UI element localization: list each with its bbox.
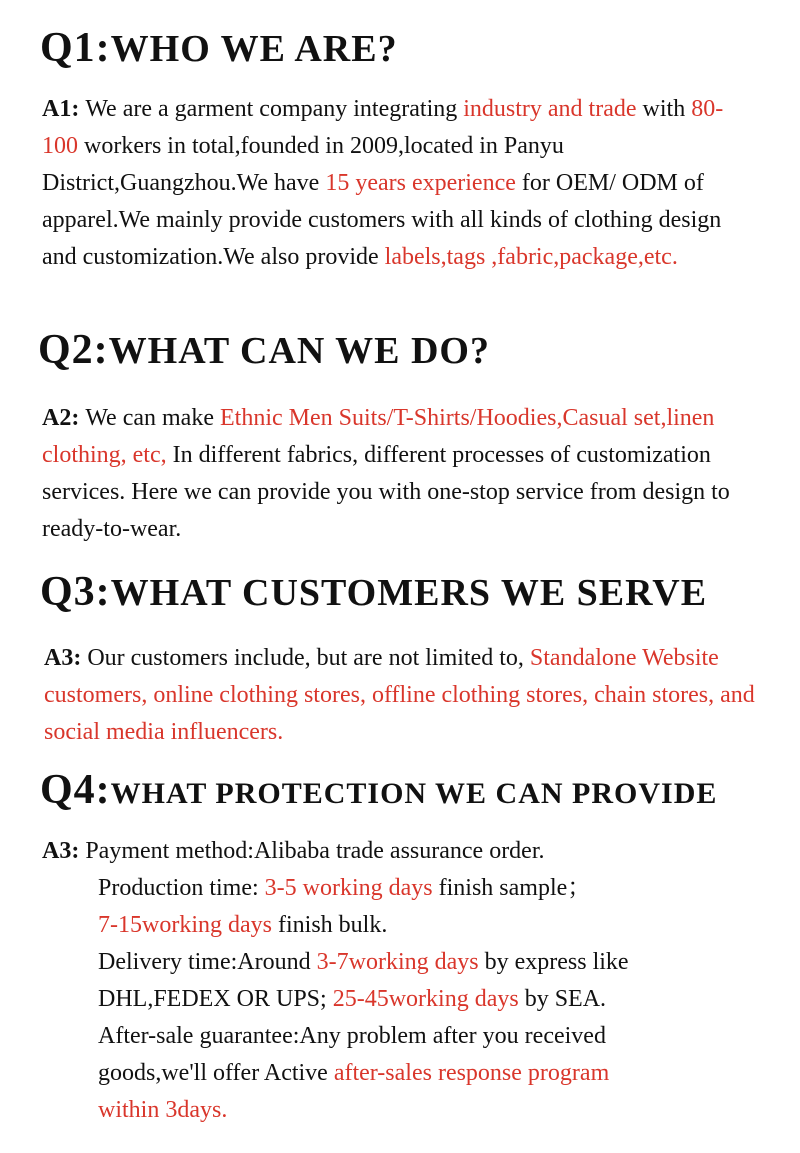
a4-text: by express like	[478, 949, 629, 975]
a2-label: A2:	[42, 405, 80, 431]
a4-text: by SEA.	[518, 986, 607, 1012]
a4-text: DHL,FEDEX OR UPS;	[98, 986, 333, 1012]
a3-text: Our customers include, but are not limited to,	[87, 645, 530, 671]
a1-label: A1:	[42, 96, 80, 122]
q1-heading	[40, 24, 398, 72]
a4-text: Production time:	[98, 875, 265, 901]
a2-highlight: Ethnic Men Suits/T-Shirts/Hoodies,Casual set,linen clothing, etc,	[42, 405, 715, 468]
a1-highlight: labels,tags ,fabric,package,etc.	[384, 244, 678, 270]
q4-title: WHAT PROTECTION WE CAN PROVIDE	[110, 777, 718, 810]
a1-text: with	[636, 96, 692, 122]
q3-number: Q3:	[40, 569, 111, 615]
a1-text: We are a garment company integrating	[85, 96, 464, 122]
q1-title: WHO WE ARE?	[110, 28, 398, 70]
q3-heading	[40, 568, 707, 616]
a4-highlight: 7-15working days	[98, 912, 272, 938]
a1-highlight: industry and trade	[463, 96, 637, 122]
a4-line	[42, 907, 782, 944]
a3-label: A3:	[44, 645, 82, 671]
a4-highlight: 3-5 working days	[264, 875, 433, 901]
a4-text: goods,we'll offer Active	[98, 1060, 334, 1086]
a1-text: for OEM/ ODM of apparel.We mainly provide customers with all kinds of clothing design and customization.We also provide	[42, 170, 722, 270]
a4-text: finish sample；	[432, 875, 592, 901]
a4-line	[42, 1055, 782, 1092]
q2-heading	[38, 326, 490, 374]
a4-line	[42, 944, 782, 981]
a4-text: finish bulk.	[271, 912, 388, 938]
q1-number: Q1:	[40, 25, 111, 71]
a4-text: After-sale guarantee:Any problem after you received	[98, 1023, 606, 1049]
q4-number: Q4:	[40, 767, 111, 813]
q2-number: Q2:	[38, 327, 109, 373]
a4-label: A3:	[42, 838, 80, 864]
q4-heading	[40, 766, 717, 814]
a4-highlight: after-sales response program	[333, 1060, 610, 1086]
a1-text: workers in total,founded in 2009,located in Panyu District,Guangzhou.We have	[42, 133, 564, 196]
a2-paragraph	[42, 400, 762, 548]
a4-line	[42, 981, 782, 1018]
a4-highlight: 3-7working days	[316, 949, 479, 975]
a4-line	[42, 1018, 782, 1055]
a1-highlight: 80-100	[42, 96, 724, 159]
a2-text: In different fabrics, different processes of customization services. Here we can provide you with one-stop service from design to ready-to-wear.	[42, 442, 730, 542]
a4-text: Delivery time:Around	[98, 949, 317, 975]
a3-highlight: Standalone Website customers, online clothing stores, offline clothing stores, chain stores, and social media influencers.	[44, 645, 755, 745]
q3-title: WHAT CUSTOMERS WE SERVE	[110, 572, 708, 614]
a4-line	[42, 1092, 782, 1129]
a2-text: We can make	[85, 405, 220, 431]
q2-title: WHAT CAN WE DO?	[108, 330, 490, 372]
a4-payment: Payment method:Alibaba trade assurance order.	[85, 838, 545, 864]
a3-paragraph	[44, 640, 769, 751]
a4-line	[42, 833, 782, 870]
a4-highlight: 25-45working days	[332, 986, 519, 1012]
a4-line	[42, 870, 782, 907]
a1-highlight: 15 years experience	[325, 170, 516, 196]
a1-paragraph	[42, 91, 757, 276]
a4-block	[42, 833, 782, 1129]
a4-highlight: within 3days.	[98, 1097, 228, 1123]
